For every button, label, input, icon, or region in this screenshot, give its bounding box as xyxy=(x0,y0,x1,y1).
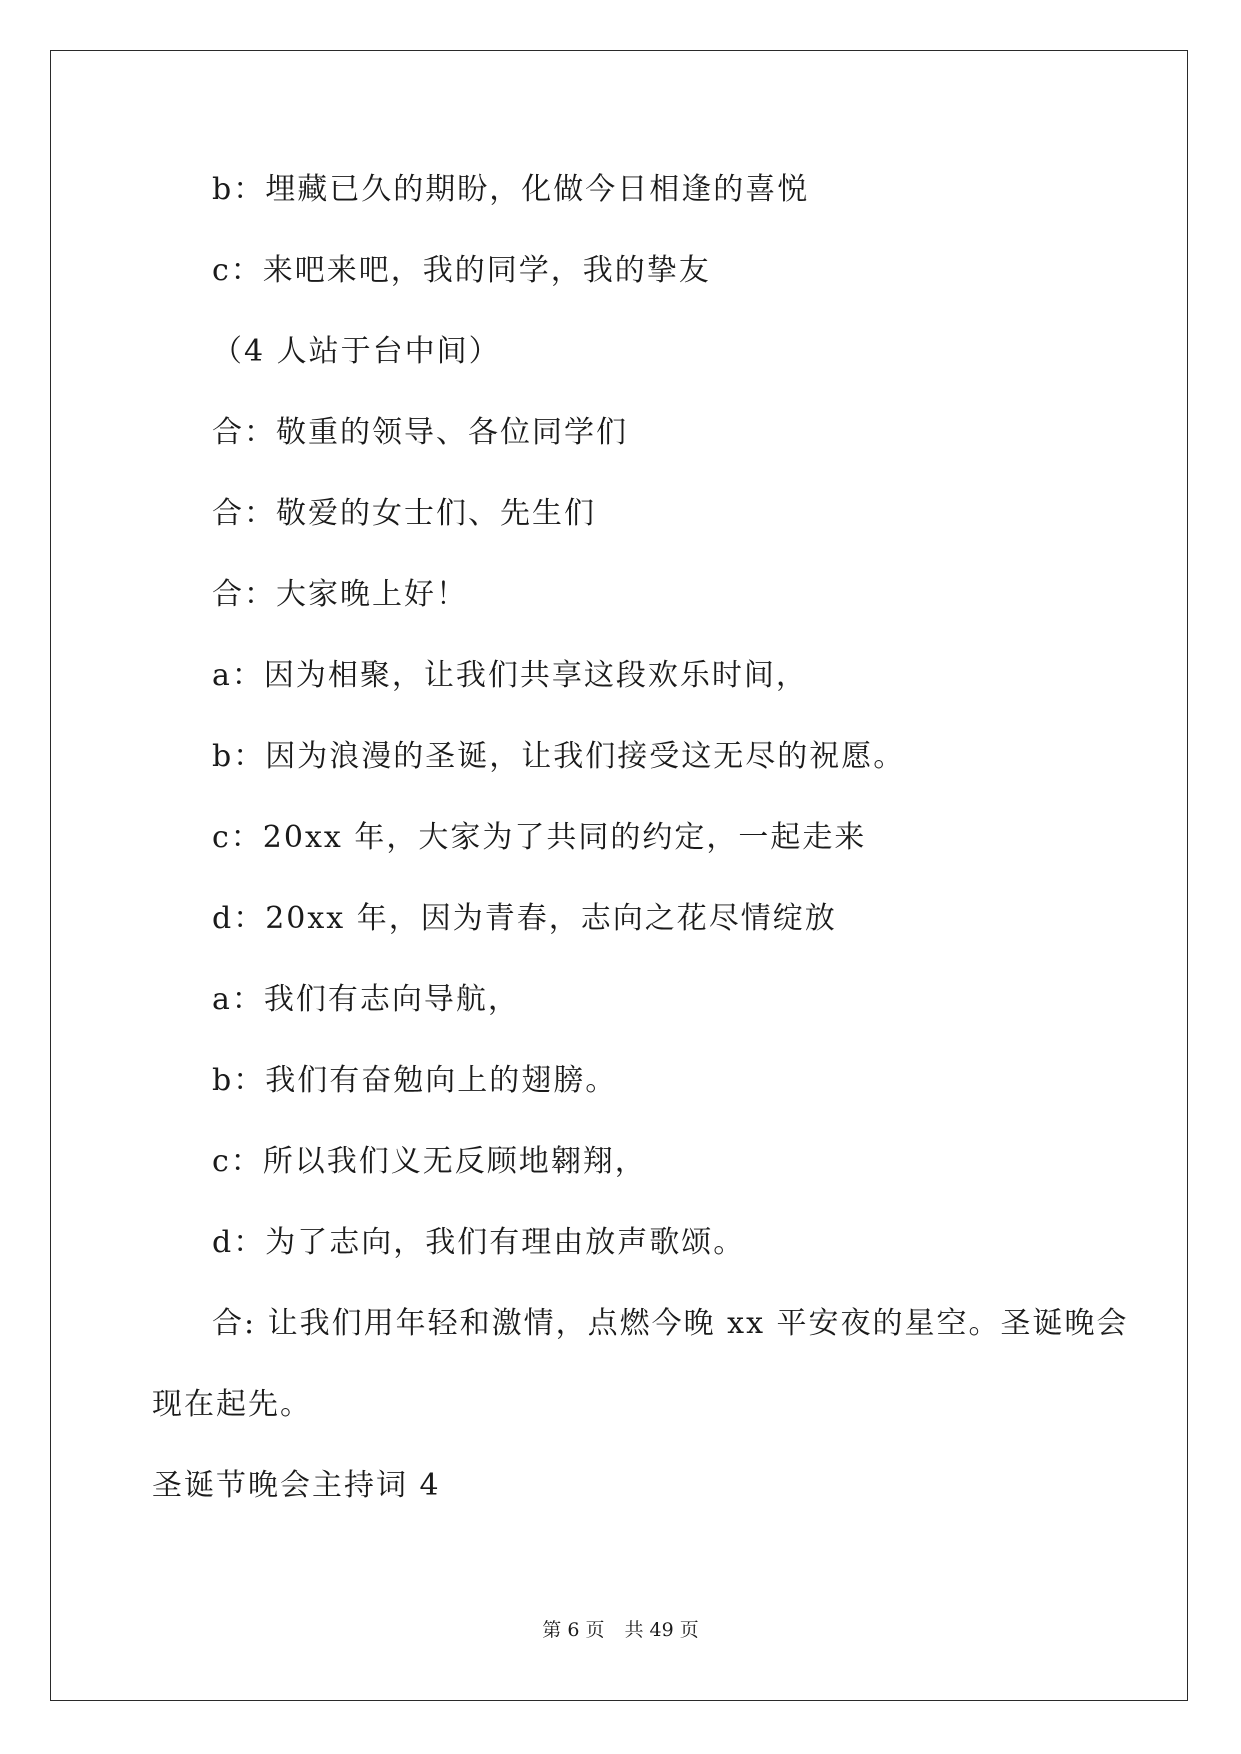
dialogue-line: c：所以我们义无反顾地翱翔， xyxy=(212,1144,647,1179)
page-number: 第 6 页 xyxy=(542,1619,605,1641)
dialogue-line: b：我们有奋勉向上的翅膀。 xyxy=(212,1063,618,1098)
page-footer xyxy=(0,1618,1241,1642)
section-heading: 圣诞节晚会主持词 4 xyxy=(152,1468,441,1503)
dialogue-line: a：我们有志向导航， xyxy=(212,982,520,1017)
dialogue-line: c：来吧来吧，我的同学，我的挚友 xyxy=(212,253,711,288)
dialogue-line: 合：大家晚上好！ xyxy=(212,577,468,612)
stage-direction: （4 人站于台中间） xyxy=(212,334,501,369)
dialogue-line: 合: 让我们用年轻和激情，点燃今晚 xx 平安夜的星空。圣诞晚会 xyxy=(212,1306,1129,1341)
dialogue-line: d：为了志向，我们有理由放声歌颂。 xyxy=(212,1225,746,1260)
dialogue-line: b：因为浪漫的圣诞，让我们接受这无尽的祝愿。 xyxy=(212,739,906,774)
dialogue-line: 合：敬爱的女士们、先生们 xyxy=(212,496,596,531)
dialogue-line: d：20xx 年，因为青春，志向之花尽情绽放 xyxy=(212,901,837,936)
dialogue-line: a：因为相聚，让我们共享这段欢乐时间， xyxy=(212,658,808,693)
dialogue-line: c：20xx 年，大家为了共同的约定，一起走来 xyxy=(212,820,867,855)
dialogue-line-continuation: 现在起先。 xyxy=(152,1387,312,1422)
dialogue-line: 合：敬重的领导、各位同学们 xyxy=(212,415,628,450)
page-total: 共 49 页 xyxy=(624,1619,699,1641)
dialogue-line: b：埋藏已久的期盼，化做今日相逢的喜悦 xyxy=(212,172,810,207)
